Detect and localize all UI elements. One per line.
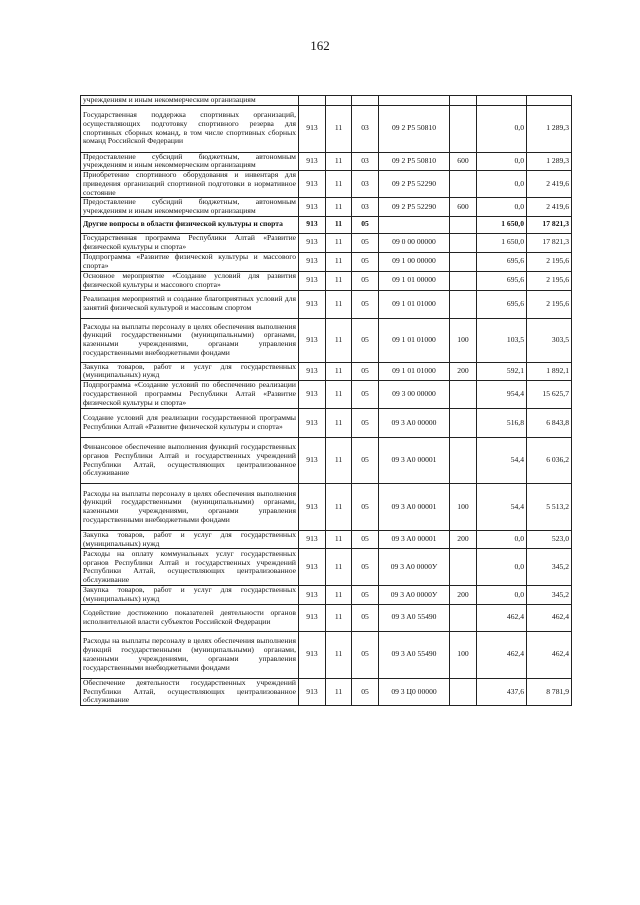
table-row bbox=[81, 105, 572, 152]
subsection-code-cell: 05 bbox=[352, 631, 379, 678]
amount-year1-cell: 592,1 bbox=[477, 362, 527, 380]
amount-year2-cell: 8 781,9 bbox=[527, 678, 572, 705]
ministry-code-cell: 913 bbox=[299, 233, 326, 252]
ministry-code-cell: 913 bbox=[299, 586, 326, 604]
expense-type-cell: 200 bbox=[450, 362, 477, 380]
section-code-cell: 11 bbox=[326, 631, 352, 678]
row-name-cell: Предоставление субсидий бюджетным, автономным учреждениям и иным некоммерческим организациям bbox=[81, 198, 299, 216]
row-name-cell: Другие вопросы в области физической культуры и спорта bbox=[81, 216, 299, 233]
section-code-cell: 11 bbox=[326, 549, 352, 586]
target-article-cell: 09 2 P5 50810 bbox=[379, 152, 450, 170]
table-row bbox=[81, 216, 572, 233]
expense-type-cell bbox=[450, 105, 477, 152]
target-article-cell: 09 3 A0 0000У bbox=[379, 549, 450, 586]
row-name-cell: Закупка товаров, работ и услуг для государственных (муниципальных) нужд bbox=[81, 531, 299, 549]
amount-year1-cell: 0,0 bbox=[477, 105, 527, 152]
section-code-cell: 11 bbox=[326, 318, 352, 362]
table-row bbox=[81, 152, 572, 170]
expense-type-cell: 100 bbox=[450, 484, 477, 531]
amount-year2-cell: 462,4 bbox=[527, 604, 572, 631]
ministry-code-cell: 913 bbox=[299, 549, 326, 586]
expense-type-cell bbox=[450, 409, 477, 438]
row-name-cell: Предоставление субсидий бюджетным, автономным учреждениям и иным некоммерческим организациям bbox=[81, 152, 299, 170]
subsection-code-cell: 03 bbox=[352, 171, 379, 198]
table-row bbox=[81, 233, 572, 252]
row-name-cell: Подпрограмма «Создание условий по обеспечению реализации государственной программы Республики Алтай «Развитие физической культуры и спорта» bbox=[81, 381, 299, 409]
table-row bbox=[81, 438, 572, 484]
ministry-code-cell: 913 bbox=[299, 271, 326, 290]
amount-year1-cell: 695,6 bbox=[477, 290, 527, 318]
target-article-cell: 09 0 00 00000 bbox=[379, 233, 450, 252]
section-code-cell: 11 bbox=[326, 409, 352, 438]
target-article-cell: 09 1 01 01000 bbox=[379, 290, 450, 318]
table-row bbox=[81, 531, 572, 549]
subsection-code-cell: 05 bbox=[352, 233, 379, 252]
amount-year2-cell: 2 419,6 bbox=[527, 171, 572, 198]
target-article-cell: 09 2 P5 52290 bbox=[379, 171, 450, 198]
amount-year2-cell: 2 195,6 bbox=[527, 252, 572, 271]
expense-type-cell: 100 bbox=[450, 318, 477, 362]
amount-year1-cell bbox=[477, 96, 527, 106]
subsection-code-cell: 05 bbox=[352, 271, 379, 290]
expense-type-cell bbox=[450, 678, 477, 705]
amount-year1-cell: 0,0 bbox=[477, 198, 527, 216]
expense-type-cell bbox=[450, 604, 477, 631]
table-row bbox=[81, 362, 572, 380]
amount-year1-cell: 0,0 bbox=[477, 586, 527, 604]
expense-type-cell: 600 bbox=[450, 152, 477, 170]
section-code-cell: 11 bbox=[326, 271, 352, 290]
subsection-code-cell: 05 bbox=[352, 604, 379, 631]
row-name-cell: Расходы на выплаты персоналу в целях обеспечения выполнения функций государственными (муниципальными) органами, казенными учреждениями, органами управления государственными внебюджетными фондами bbox=[81, 631, 299, 678]
table-row bbox=[81, 409, 572, 438]
section-code-cell: 11 bbox=[326, 678, 352, 705]
expense-type-cell: 200 bbox=[450, 586, 477, 604]
amount-year2-cell: 17 821,3 bbox=[527, 233, 572, 252]
ministry-code-cell: 913 bbox=[299, 290, 326, 318]
target-article-cell: 09 1 01 01000 bbox=[379, 318, 450, 362]
section-code-cell: 11 bbox=[326, 105, 352, 152]
row-name-cell: Расходы на оплату коммунальных услуг государственных органов Республики Алтай и государственных учреждений Республики Алтай, осуществляющих централизованное обслуживание bbox=[81, 549, 299, 586]
table-row bbox=[81, 318, 572, 362]
amount-year1-cell: 54,4 bbox=[477, 438, 527, 484]
amount-year2-cell: 1 289,3 bbox=[527, 152, 572, 170]
target-article-cell bbox=[379, 216, 450, 233]
amount-year2-cell: 2 195,6 bbox=[527, 271, 572, 290]
amount-year2-cell: 6 843,8 bbox=[527, 409, 572, 438]
target-article-cell: 09 3 A0 0000У bbox=[379, 586, 450, 604]
target-article-cell: 09 1 00 00000 bbox=[379, 252, 450, 271]
amount-year1-cell: 1 650,0 bbox=[477, 216, 527, 233]
row-name-cell: Закупка товаров, работ и услуг для государственных (муниципальных) нужд bbox=[81, 586, 299, 604]
table-row bbox=[81, 171, 572, 198]
subsection-code-cell: 05 bbox=[352, 586, 379, 604]
section-code-cell: 11 bbox=[326, 252, 352, 271]
row-name-cell: учреждениям и иным некоммерческим организациям bbox=[81, 96, 299, 106]
row-name-cell: Основное мероприятие «Создание условий для развития физической культуры и массового спорта» bbox=[81, 271, 299, 290]
amount-year1-cell: 103,5 bbox=[477, 318, 527, 362]
target-article-cell: 09 2 P5 52290 bbox=[379, 198, 450, 216]
expense-type-cell: 100 bbox=[450, 631, 477, 678]
expense-type-cell bbox=[450, 96, 477, 106]
amount-year1-cell: 0,0 bbox=[477, 171, 527, 198]
amount-year2-cell: 523,0 bbox=[527, 531, 572, 549]
subsection-code-cell: 03 bbox=[352, 198, 379, 216]
expense-type-cell bbox=[450, 216, 477, 233]
ministry-code-cell: 913 bbox=[299, 484, 326, 531]
row-name-cell: Реализация мероприятий и создание благоприятных условий для занятий физической культурой и массовым спортом bbox=[81, 290, 299, 318]
row-name-cell: Приобретение спортивного оборудования и инвентаря для приведения организаций спортивной подготовки в нормативное состояние bbox=[81, 171, 299, 198]
section-code-cell: 11 bbox=[326, 438, 352, 484]
amount-year1-cell: 695,6 bbox=[477, 271, 527, 290]
subsection-code-cell: 05 bbox=[352, 362, 379, 380]
row-name-cell: Содействие достижению показателей деятельности органов исполнительной власти субъектов Российской Федерации bbox=[81, 604, 299, 631]
table-row bbox=[81, 586, 572, 604]
ministry-code-cell: 913 bbox=[299, 381, 326, 409]
ministry-code-cell: 913 bbox=[299, 438, 326, 484]
section-code-cell: 11 bbox=[326, 171, 352, 198]
amount-year1-cell: 462,4 bbox=[477, 631, 527, 678]
ministry-code-cell: 913 bbox=[299, 362, 326, 380]
section-code-cell: 11 bbox=[326, 484, 352, 531]
amount-year2-cell: 303,5 bbox=[527, 318, 572, 362]
ministry-code-cell: 913 bbox=[299, 152, 326, 170]
budget-table-body bbox=[81, 96, 572, 706]
subsection-code-cell bbox=[352, 96, 379, 106]
amount-year2-cell bbox=[527, 96, 572, 106]
amount-year2-cell: 17 821,3 bbox=[527, 216, 572, 233]
expense-type-cell bbox=[450, 381, 477, 409]
target-article-cell: 09 2 P5 50810 bbox=[379, 105, 450, 152]
subsection-code-cell: 05 bbox=[352, 290, 379, 318]
target-article-cell: 09 3 A0 00001 bbox=[379, 484, 450, 531]
subsection-code-cell: 03 bbox=[352, 105, 379, 152]
amount-year2-cell: 2 195,6 bbox=[527, 290, 572, 318]
amount-year2-cell: 15 625,7 bbox=[527, 381, 572, 409]
table-row bbox=[81, 678, 572, 705]
amount-year1-cell: 1 650,0 bbox=[477, 233, 527, 252]
row-name-cell: Закупка товаров, работ и услуг для государственных (муниципальных) нужд bbox=[81, 362, 299, 380]
subsection-code-cell: 05 bbox=[352, 531, 379, 549]
expense-type-cell bbox=[450, 438, 477, 484]
amount-year1-cell: 516,8 bbox=[477, 409, 527, 438]
table-row bbox=[81, 604, 572, 631]
ministry-code-cell: 913 bbox=[299, 171, 326, 198]
amount-year2-cell: 345,2 bbox=[527, 549, 572, 586]
amount-year1-cell: 0,0 bbox=[477, 152, 527, 170]
row-name-cell: Расходы на выплаты персоналу в целях обеспечения выполнения функций государственными (муниципальными) органами, казенными учреждениями, органами управления государственными внебюджетными фондами bbox=[81, 318, 299, 362]
ministry-code-cell: 913 bbox=[299, 409, 326, 438]
amount-year1-cell: 437,6 bbox=[477, 678, 527, 705]
section-code-cell bbox=[326, 96, 352, 106]
budget-table bbox=[80, 95, 572, 706]
section-code-cell: 11 bbox=[326, 198, 352, 216]
expense-type-cell bbox=[450, 171, 477, 198]
ministry-code-cell: 913 bbox=[299, 216, 326, 233]
subsection-code-cell: 05 bbox=[352, 549, 379, 586]
amount-year2-cell: 5 513,2 bbox=[527, 484, 572, 531]
amount-year1-cell: 695,6 bbox=[477, 252, 527, 271]
section-code-cell: 11 bbox=[326, 586, 352, 604]
target-article-cell: 09 3 A0 00001 bbox=[379, 438, 450, 484]
section-code-cell: 11 bbox=[326, 531, 352, 549]
subsection-code-cell: 05 bbox=[352, 678, 379, 705]
target-article-cell: 09 1 01 01000 bbox=[379, 362, 450, 380]
expense-type-cell bbox=[450, 233, 477, 252]
table-row bbox=[81, 252, 572, 271]
expense-type-cell bbox=[450, 549, 477, 586]
section-code-cell: 11 bbox=[326, 216, 352, 233]
amount-year2-cell: 1 892,1 bbox=[527, 362, 572, 380]
table-row bbox=[81, 96, 572, 106]
row-name-cell: Подпрограмма «Развитие физической культуры и массового спорта» bbox=[81, 252, 299, 271]
section-code-cell: 11 bbox=[326, 604, 352, 631]
row-name-cell: Финансовое обеспечение выполнения функций государственных органов Республики Алтай и государственных учреждений Республики Алтай, осуществляющих централизованное обслуживание bbox=[81, 438, 299, 484]
expense-type-cell bbox=[450, 252, 477, 271]
expense-type-cell bbox=[450, 290, 477, 318]
section-code-cell: 11 bbox=[326, 290, 352, 318]
amount-year2-cell: 2 419,6 bbox=[527, 198, 572, 216]
section-code-cell: 11 bbox=[326, 362, 352, 380]
target-article-cell: 09 3 00 00000 bbox=[379, 381, 450, 409]
subsection-code-cell: 05 bbox=[352, 438, 379, 484]
subsection-code-cell: 05 bbox=[352, 216, 379, 233]
ministry-code-cell: 913 bbox=[299, 631, 326, 678]
expense-type-cell: 600 bbox=[450, 198, 477, 216]
row-name-cell: Обеспечение деятельности государственных учреждений Республики Алтай, осуществляющих централизованное обслуживание bbox=[81, 678, 299, 705]
table-row bbox=[81, 290, 572, 318]
expense-type-cell bbox=[450, 271, 477, 290]
target-article-cell: 09 3 A0 55490 bbox=[379, 631, 450, 678]
target-article-cell: 09 3 A0 55490 bbox=[379, 604, 450, 631]
expense-type-cell: 200 bbox=[450, 531, 477, 549]
amount-year1-cell: 0,0 bbox=[477, 531, 527, 549]
amount-year1-cell: 0,0 bbox=[477, 549, 527, 586]
amount-year1-cell: 54,4 bbox=[477, 484, 527, 531]
ministry-code-cell: 913 bbox=[299, 531, 326, 549]
table-row bbox=[81, 631, 572, 678]
ministry-code-cell: 913 bbox=[299, 678, 326, 705]
table-row bbox=[81, 198, 572, 216]
row-name-cell: Расходы на выплаты персоналу в целях обеспечения выполнения функций государственными (муниципальными) органами, казенными учреждениями, органами управления государственными внебюджетными фондами bbox=[81, 484, 299, 531]
section-code-cell: 11 bbox=[326, 381, 352, 409]
table-row bbox=[81, 484, 572, 531]
target-article-cell: 09 1 01 00000 bbox=[379, 271, 450, 290]
subsection-code-cell: 05 bbox=[352, 318, 379, 362]
target-article-cell bbox=[379, 96, 450, 106]
row-name-cell: Государственная поддержка спортивных организаций, осуществляющих подготовку спортивного резерва для спортивных сборных команд, в том числе спортивных сборных команд Российской Федерации bbox=[81, 105, 299, 152]
table-row bbox=[81, 271, 572, 290]
target-article-cell: 09 3 A0 00000 bbox=[379, 409, 450, 438]
amount-year2-cell: 6 036,2 bbox=[527, 438, 572, 484]
section-code-cell: 11 bbox=[326, 152, 352, 170]
subsection-code-cell: 03 bbox=[352, 152, 379, 170]
table-row bbox=[81, 549, 572, 586]
subsection-code-cell: 05 bbox=[352, 484, 379, 531]
target-article-cell: 09 3 Ц0 00000 bbox=[379, 678, 450, 705]
ministry-code-cell: 913 bbox=[299, 604, 326, 631]
target-article-cell: 09 3 A0 00001 bbox=[379, 531, 450, 549]
ministry-code-cell: 913 bbox=[299, 198, 326, 216]
amount-year2-cell: 462,4 bbox=[527, 631, 572, 678]
amount-year2-cell: 345,2 bbox=[527, 586, 572, 604]
ministry-code-cell: 913 bbox=[299, 252, 326, 271]
row-name-cell: Создание условий для реализации государственной программы Республики Алтай «Развитие физической культуры и спорта» bbox=[81, 409, 299, 438]
amount-year1-cell: 954,4 bbox=[477, 381, 527, 409]
amount-year1-cell: 462,4 bbox=[477, 604, 527, 631]
subsection-code-cell: 05 bbox=[352, 252, 379, 271]
subsection-code-cell: 05 bbox=[352, 381, 379, 409]
table-row bbox=[81, 381, 572, 409]
page-number: 162 bbox=[310, 38, 330, 53]
row-name-cell: Государственная программа Республики Алтай «Развитие физической культуры и спорта» bbox=[81, 233, 299, 252]
section-code-cell: 11 bbox=[326, 233, 352, 252]
ministry-code-cell: 913 bbox=[299, 105, 326, 152]
amount-year2-cell: 1 289,3 bbox=[527, 105, 572, 152]
ministry-code-cell: 913 bbox=[299, 318, 326, 362]
ministry-code-cell bbox=[299, 96, 326, 106]
subsection-code-cell: 05 bbox=[352, 409, 379, 438]
